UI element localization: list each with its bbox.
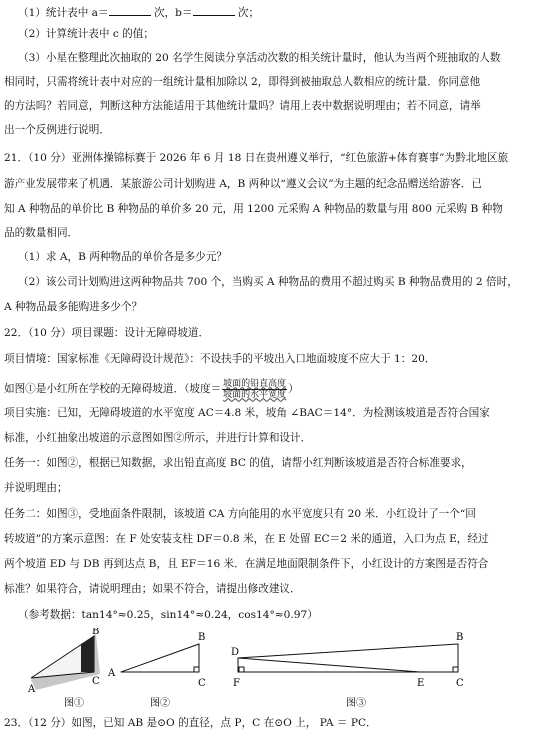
q22-fig1-post: ） <box>288 383 299 395</box>
q21-line3: 知 A 种物品的单价比 B 种物品的单价多 20 元，用 1200 元采购 A 种物品的数量与用 800 元采购 B 种物 <box>4 203 503 215</box>
q20-sub3-line1: （3）小星在整理此次抽取的 20 名学生阅读分享活动次数的相关统计量时，他认为当两个班抽取的人数 <box>18 52 501 64</box>
q20-sub3-line2: 相同时，只需将统计表中对应的一组统计量相加除以 2，即得到被抽取总人数相应的统计量．你同意他 <box>4 76 481 88</box>
q22-task2-line4: 标准？如果符合，请说明理由；如果不符合，请提出修改建议． <box>4 583 301 595</box>
slope-fraction-denominator: 坡面的水平宽度 <box>223 389 287 400</box>
right-angle-c <box>453 667 458 672</box>
q23-line <box>4 716 377 730</box>
answer-blank-b <box>193 5 235 16</box>
q22-impl-line1: 项目实施：已知，无障碍坡道的水平宽度 AC＝4.8 米，坡角 ∠BAC＝14°．为检测该坡道是否符合国家 <box>4 407 490 419</box>
ramp-ed <box>238 658 420 672</box>
q22-task1-line1: 任务一：如图②，根据已知数据，求出铅直高度 BC 的值，请帮小红判断该坡道是否符合标准要求， <box>4 457 472 469</box>
q23-arc-equality: PA ＝ PC． <box>319 717 377 729</box>
q20-sub1-end: 次； <box>237 7 260 19</box>
figure-2-triangle <box>121 644 199 672</box>
ramp-db <box>238 644 458 658</box>
slope-fraction-numerator: 坡面的铅直高度 <box>223 378 287 389</box>
ramp-wall <box>81 636 94 672</box>
q22-fig1-line <box>4 377 299 401</box>
q21-line4: 品的数量相同． <box>4 227 79 239</box>
q22-task2-line3: 两个坡道 ED 与 DB 再到达点 B，且 EF＝16 米．在满足地面限制条件下，小红设计的方案图是否符合 <box>4 558 489 570</box>
q22-fig1-pre: 如图①是小红所在学校的无障碍坡道．（坡度＝ <box>4 383 222 395</box>
q22-task2-line1: 任务二：如图③，受地面条件限制，该坡道 CA 方向能用的水平宽度只有 20 米．小红设计了一个“回 <box>4 508 476 520</box>
q20-sub3-line3: 的方法吗？若同意，判断这种方法能适用于其他统计量吗？请用上表中数据说明理由；若不同意，请举 <box>4 100 481 112</box>
triangle-abc <box>121 644 199 672</box>
q23-text: 23．（12 分）如图，已知 AB 是⊙O 的直径，点 P，C 在⊙O 上， <box>4 717 317 729</box>
q21-sub2: （2）该公司计划购进这两种物品共 700 个，当购买 A 种物品的费用不超过购买 B 种物品费用的 2 倍时， <box>18 276 518 288</box>
right-angle-f <box>239 667 244 672</box>
fig2-label-b: B <box>198 632 206 643</box>
fig1-label-a: A <box>28 684 36 695</box>
fig3-label-b: B <box>456 632 464 643</box>
fig2-label-a: A <box>108 668 116 679</box>
fig3-caption: 图③ <box>346 698 366 709</box>
figure-3-switchback <box>238 644 458 672</box>
fig3-label-f: F <box>233 678 240 689</box>
q22-context: 项目情境：国家标准《无障碍设计规范》：不设扶手的平坡出入口地面坡度不应大于 1：20． <box>4 353 436 365</box>
fig2-label-c: C <box>198 678 206 689</box>
fig1-caption: 图① <box>64 698 84 709</box>
q21-sub1: （1）求 A，B 两种物品的单价各是多少元？ <box>18 251 228 263</box>
q20-sub3-line4: 出一个反例进行说明． <box>4 124 110 136</box>
fig3-label-e: E <box>417 678 425 689</box>
fig2-caption: 图② <box>150 698 170 709</box>
q22-impl-line2: 标准，小红抽象出坡道的示意图如图②所示，并进行计算和设计． <box>4 432 312 444</box>
figure-1-ramp <box>27 628 100 709</box>
q22-reference-data: （参考数据：tan14°≈0.25，sin14°≈0.24，cos14°≈0.97） <box>18 609 318 621</box>
q22-task2-line2: 转坡道”的方案示意图：在 F 处安装支柱 DF＝0.8 米，在 E 处留 EC＝2 米的通道，入口为点 E，经过 <box>4 533 489 545</box>
fig3-label-d: D <box>231 647 240 658</box>
fig3-label-c: C <box>456 678 464 689</box>
q20-sub1-b: 次，b＝ <box>153 7 193 19</box>
q22-task1-line2: 并说明理由； <box>4 482 68 494</box>
fig1-label-b: B <box>92 628 100 637</box>
q21-line2: 游产业发展带来了机遇．某旅游公司计划购进 A，B 两种以“遵义会议”为主题的纪念品赠送给游客．已 <box>4 178 482 190</box>
right-angle-mark <box>194 667 199 672</box>
q21-sub2-cont: A 种物品最多能购进多少个？ <box>4 301 143 313</box>
q22-title: 22．（10 分）项目课题：设计无障碍坡道． <box>4 327 210 339</box>
q20-sub2: （2）计算统计表中 c 的值； <box>18 28 154 40</box>
q20-sub1-a: （1）统计表中 a＝ <box>18 7 109 19</box>
fig1-label-c: C <box>92 676 100 687</box>
q20-sub1 <box>18 5 259 20</box>
q21-line1: 21．（10 分）亚洲体操锦标赛于 2026 年 6 月 18 日在贵州遵义举行，“红色旅游+体育赛事”为黔北地区旅 <box>4 152 509 164</box>
answer-blank-a <box>109 5 151 16</box>
slope-fraction <box>222 379 287 400</box>
